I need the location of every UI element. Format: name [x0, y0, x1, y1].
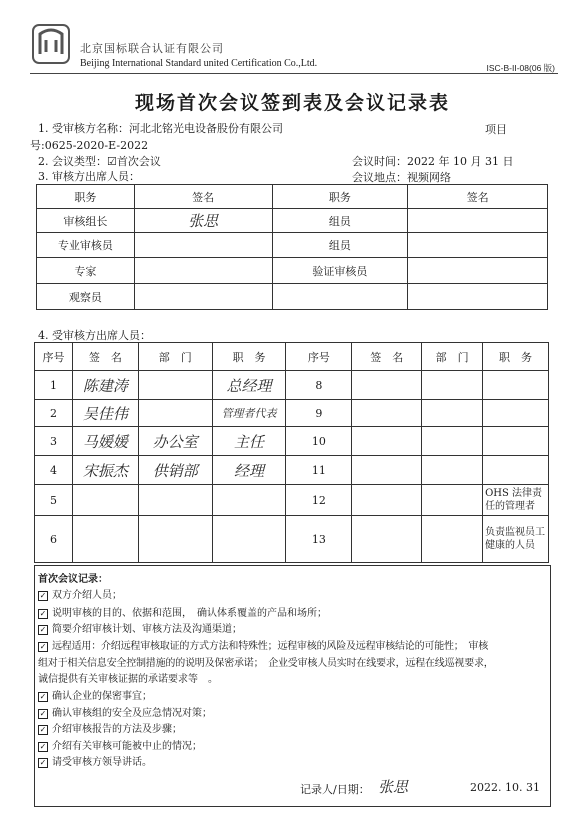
role-cell: [272, 284, 408, 310]
signature-cell: [134, 258, 272, 284]
company-logo-icon: [32, 24, 70, 64]
role-cell: 专家: [37, 258, 135, 284]
header-cell: 部 门: [422, 343, 483, 371]
record-item-text: 双方介绍人员；: [52, 590, 122, 601]
auditee-name-value: 河北北铭光电设备股份有限公司: [129, 122, 283, 135]
record-item: [38, 687, 152, 702]
seq-cell: 9: [286, 400, 352, 427]
department-cell: [138, 371, 212, 400]
signature-cell: [408, 209, 548, 233]
role-cell: 组员: [272, 233, 408, 258]
seq-cell: 8: [286, 371, 352, 400]
record-item: [38, 704, 212, 719]
checkbox-icon: ✓: [39, 625, 47, 634]
table-row: [35, 485, 549, 516]
signature-cell: [352, 485, 422, 516]
seq-cell: 4: [35, 456, 73, 485]
record-item: [38, 753, 152, 768]
checkbox-icon: ✓: [39, 642, 47, 651]
position-cell: OHS 法律责任的管理者: [483, 485, 549, 516]
auditee-table-header: [35, 343, 549, 371]
position-cell: 管理者代表: [212, 400, 286, 427]
signature-cell: 吴佳伟: [72, 400, 138, 427]
auditee-name-line: [38, 120, 283, 136]
header-cell: 部 门: [138, 343, 212, 371]
recorder-date: 2022. 10. 31: [470, 781, 540, 794]
meeting-record-box: [34, 565, 551, 807]
record-item-continued: 组对于相关信息安全控制措施的的说明及保密承诺； 企业受审核人员实时在线要求，远程在线巡视要求，: [38, 658, 494, 669]
seq-cell: 10: [286, 427, 352, 456]
record-item-text: 确认审核组的安全及应急情况对策；: [52, 708, 212, 719]
header-cell: 签 名: [72, 343, 138, 371]
meeting-type-line: [38, 153, 161, 169]
role-cell: 验证审核员: [272, 258, 408, 284]
department-cell: 办公室: [138, 427, 212, 456]
role-cell: 组员: [272, 209, 408, 233]
record-item-text: 介绍审核报告的方法及步骤；: [52, 724, 182, 735]
signature-cell: [352, 456, 422, 485]
checkbox-icon: ✓: [39, 725, 47, 734]
position-cell: 经理: [212, 456, 286, 485]
signature-cell: 张思: [134, 209, 272, 233]
meeting-type-value: ☑首次会议: [107, 155, 161, 168]
seq-cell: 13: [286, 516, 352, 563]
seq-cell: 3: [35, 427, 73, 456]
record-item-text: 远程适用：介绍远程审核取证的方式方法和特殊性；远程审核的风险及远程审核结论的可能性； 审核: [52, 641, 488, 652]
page-title: 现场首次会议签到表及会议记录表: [134, 92, 450, 114]
signature-cell: [134, 284, 272, 310]
role-cell: 审核组长: [37, 209, 135, 233]
header-cell: 职 务: [483, 343, 549, 371]
project-number: 号:0625-2020-E-2022: [30, 139, 149, 152]
position-cell: [212, 516, 286, 563]
checkbox-icon: ✓: [39, 709, 47, 718]
record-item: [38, 637, 488, 652]
meeting-location-value: 视频网络: [407, 171, 451, 184]
department-cell: 供销部: [138, 456, 212, 485]
department-cell: [422, 485, 483, 516]
checkbox-icon: ✓: [39, 609, 47, 618]
header-cell: 签名: [408, 185, 548, 209]
signature-cell: [408, 284, 548, 310]
record-item: [38, 586, 122, 601]
department-cell: [138, 516, 212, 563]
auditor-table: [36, 184, 548, 310]
table-row: [37, 209, 548, 233]
table-row: [37, 233, 548, 258]
department-cell: [422, 427, 483, 456]
position-cell: [483, 427, 549, 456]
table-row: [37, 258, 548, 284]
table-row: [37, 284, 548, 310]
meeting-time-value: 2022 年 10 月 31 日: [407, 155, 514, 168]
header-cell: 序号: [286, 343, 352, 371]
header-cell: 签名: [134, 185, 272, 209]
header-divider: [30, 73, 558, 74]
position-cell: 负责监视员工健康的人员: [483, 516, 549, 563]
record-item: [38, 720, 182, 735]
header-cell: 职务: [272, 185, 408, 209]
project-label: 项目: [485, 123, 507, 136]
record-item: [38, 620, 242, 635]
position-cell: 主任: [212, 427, 286, 456]
position-cell: [212, 485, 286, 516]
position-cell: [483, 456, 549, 485]
signature-cell: [72, 485, 138, 516]
auditee-attendees-label: 4. 受审核方出席人员：: [38, 329, 151, 342]
meeting-record-heading: 首次会议记录：: [38, 574, 108, 585]
header-cell: 序号: [35, 343, 73, 371]
table-row: [35, 400, 549, 427]
department-cell: [422, 400, 483, 427]
auditor-attendees-label: 3. 审核方出席人员：: [38, 170, 140, 183]
auditor-table-header: [37, 185, 548, 209]
position-cell: 总经理: [212, 371, 286, 400]
table-row: [35, 371, 549, 400]
record-item: [38, 604, 327, 619]
seq-cell: 6: [35, 516, 73, 563]
company-name-cn: 北京国标联合认证有限公司: [80, 42, 224, 55]
meeting-time-label: 会议时间：: [352, 155, 407, 168]
checkbox-icon: ✓: [39, 742, 47, 751]
recorder-label: 记录人/日期：: [300, 783, 370, 796]
position-cell: [483, 400, 549, 427]
meeting-time: [352, 153, 513, 169]
seq-cell: 2: [35, 400, 73, 427]
signature-cell: [134, 233, 272, 258]
recorder-signature: 张思: [378, 778, 409, 796]
seq-cell: 11: [286, 456, 352, 485]
auditee-name-label: 1. 受审核方名称：: [38, 122, 129, 135]
signature-cell: [352, 371, 422, 400]
signature-cell: 马媛媛: [72, 427, 138, 456]
auditee-table: [34, 342, 549, 563]
role-cell: 专业审核员: [37, 233, 135, 258]
table-row: [35, 456, 549, 485]
header-cell: 职务: [37, 185, 135, 209]
department-cell: [422, 456, 483, 485]
department-cell: [138, 400, 212, 427]
meeting-location: [352, 169, 451, 185]
header-cell: 职 务: [212, 343, 286, 371]
signature-cell: [408, 233, 548, 258]
header-cell: 签 名: [352, 343, 422, 371]
document-code: ISC-B-II-08(06 版): [486, 63, 555, 73]
position-cell: [483, 371, 549, 400]
record-item-continued: 诚信提供有关审核证据的承诺要求等 。: [38, 674, 218, 685]
record-item-text: 介绍有关审核可能被中止的情况；: [52, 741, 202, 752]
signature-cell: [408, 258, 548, 284]
checkbox-icon: ✓: [39, 591, 47, 600]
department-cell: [422, 371, 483, 400]
record-item-text: 请受审核方领导讲话。: [52, 757, 152, 768]
checkbox-icon: ✓: [39, 692, 47, 701]
meeting-location-label: 会议地点：: [352, 171, 407, 184]
record-item: [38, 737, 202, 752]
table-row: [35, 516, 549, 563]
department-cell: [422, 516, 483, 563]
seq-cell: 12: [286, 485, 352, 516]
record-item-text: 确认企业的保密事宜；: [52, 691, 152, 702]
meeting-type-label: 2. 会议类型：: [38, 155, 107, 168]
record-item-text: 简要介绍审核计划、审核方法及沟通渠道；: [52, 624, 242, 635]
signature-cell: [352, 516, 422, 563]
department-cell: [138, 485, 212, 516]
signature-cell: [352, 400, 422, 427]
role-cell: 观察员: [37, 284, 135, 310]
checkbox-icon: ✓: [39, 758, 47, 767]
signature-cell: [352, 427, 422, 456]
signature-cell: 陈建涛: [72, 371, 138, 400]
record-item-text: 说明审核的目的、依据和范围， 确认体系覆盖的产品和场所；: [52, 608, 327, 619]
seq-cell: 5: [35, 485, 73, 516]
seq-cell: 1: [35, 371, 73, 400]
signature-cell: [72, 516, 138, 563]
signature-cell: 宋振杰: [72, 456, 138, 485]
company-name-en: Beijing International Standard united Certification Co.,Ltd.: [80, 58, 318, 69]
table-row: [35, 427, 549, 456]
